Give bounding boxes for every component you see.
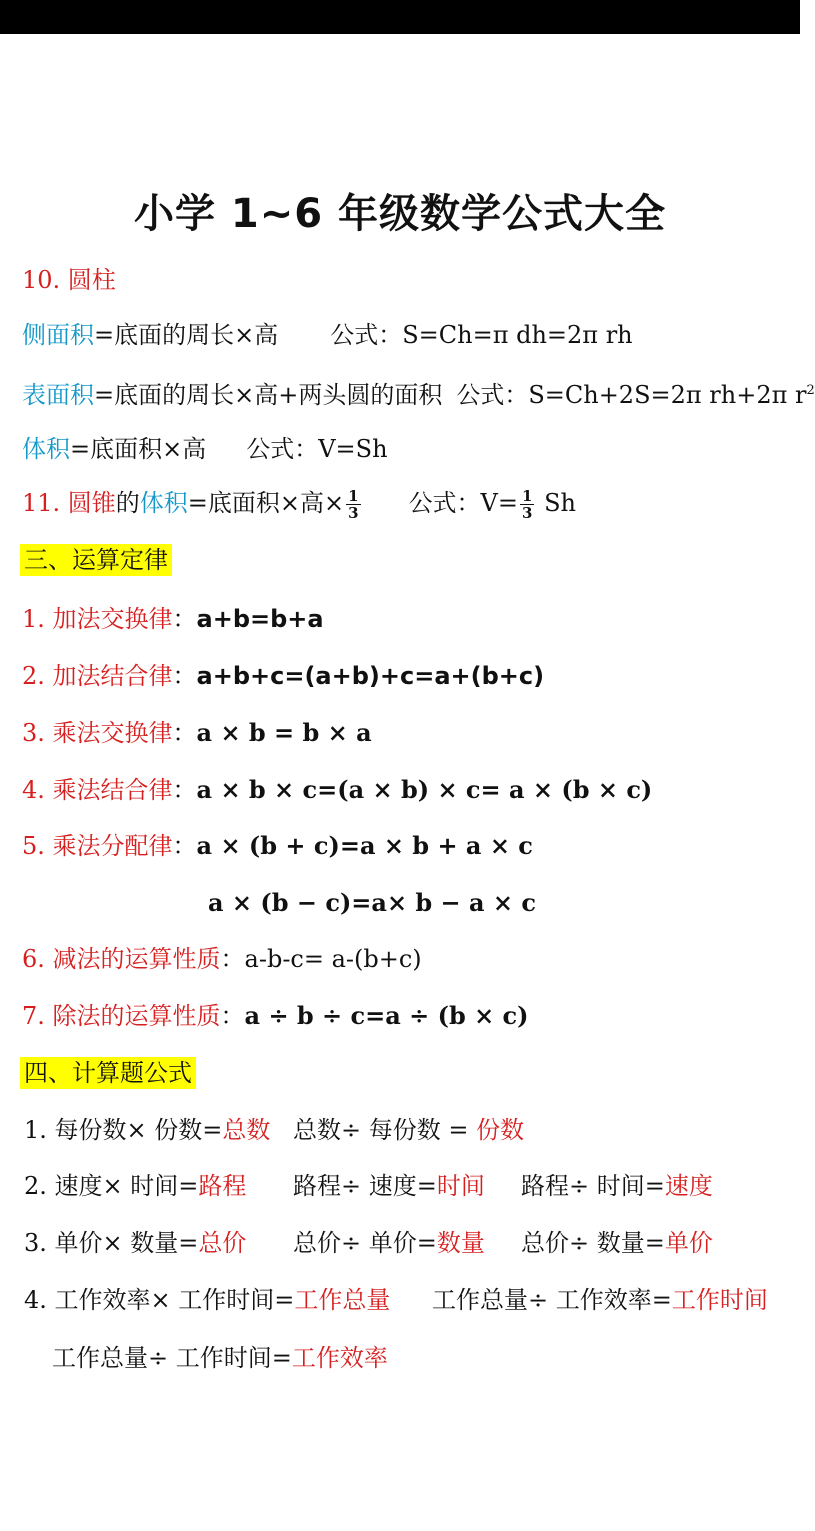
law-row: 3. 乘法交换律：a × b = b × a [22,718,372,747]
law-row: 2. 加法结合律：a+b+c=(a+b)+c=a+(b+c) [22,662,545,690]
lateral-def: =底面的周长×高 [94,321,279,349]
law-formula: a+b=b+a [196,605,324,633]
lateral-term: 侧面积 [22,321,94,349]
law-row: 5. 乘法分配律：a × (b + c)=a × b + a × c [22,831,533,860]
calc-row: 工作总量÷ 工作时间=工作效率 [52,1344,388,1372]
law-row: 4. 乘法结合律：a × b × c=(a × b) × c= a × (b × c) [22,775,653,804]
calc-row: 4. 工作效率× 工作时间=工作总量 [24,1286,391,1314]
calc-row: 2. 速度× 时间=路程 [24,1172,247,1200]
cone-term: 体积 [139,489,188,517]
law-formula: a-b-c= a-(b+c) [244,945,422,973]
law-formula: a+b+c=(a+b)+c=a+(b+c) [196,662,545,690]
section4-heading: 四、计算题公式 [20,1057,196,1089]
volume-formula: 公式：V=Sh [246,435,388,463]
page-title: 小学 1~6 年级数学公式大全 [133,191,667,237]
lateral-formula: 公式：S=Ch=π dh=2π rh [330,321,633,349]
law-row [208,886,536,920]
law-row: 1. 加法交换律：a+b=b+a [22,605,324,633]
calc-row: 工作总量÷ 工作效率=工作时间 [432,1286,768,1314]
calc-row: 路程÷ 时间=速度 [521,1172,713,1200]
calc-row: 总数÷ 每份数 = 份数 [293,1116,525,1144]
cone-of: 的 [115,489,140,517]
calc-row: 总价÷ 单价=数量 [293,1229,485,1257]
law-row: 7. 除法的运算性质：a ÷ b ÷ c=a ÷ (b × c) [22,1001,529,1030]
calc-row: 总价÷ 数量=单价 [521,1229,713,1257]
cylinder-surface-area [22,374,815,412]
section3-heading: 三、运算定律 [20,544,172,576]
top-black-bar [0,0,800,34]
one-third-fraction: $\frac{1}{3}$ [348,487,359,522]
law-formula: a × b × c=(a × b) × c= a × (b × c) [196,775,653,804]
law-formula: a × b = b × a [196,718,372,747]
surface-exponent: 2 [806,383,815,398]
cylinder-volume [22,432,388,466]
volume-term: 体积 [22,435,70,463]
law-formula: a ÷ b ÷ c=a ÷ (b × c) [244,1001,529,1030]
surface-term: 表面积 [22,381,94,409]
cone-volume [22,486,576,521]
cylinder-lateral-area [22,318,633,352]
law-formula: a × (b + c)=a × b + a × c [196,831,533,860]
calc-row: 3. 单价× 数量=总价 [24,1229,247,1257]
cone-def: =底面积×高× [187,489,345,517]
one-third-fraction-formula: $\frac{1}{3}$ [522,487,533,522]
surface-def: =底面的周长×高+两头圆的面积 [94,381,443,409]
section3-heading-row [20,543,172,577]
calc-row: 路程÷ 速度=时间 [293,1172,485,1200]
surface-formula: 公式：S=Ch+2S=2π rh+2π r [456,381,807,409]
law-row: 6. 减法的运算性质：a-b-c= a-(b+c) [22,945,422,973]
volume-def: =底面积×高 [70,435,207,463]
law-formula: a × (b − c)=a× b − a × c [208,888,537,917]
cone-formula-suffix: Sh [536,489,576,517]
cylinder-heading: 10. 圆柱 [22,266,116,294]
calc-row: 1. 每份数× 份数=总数 [24,1116,271,1144]
section4-heading-row [20,1056,196,1090]
cone-heading: 11. 圆锥 [22,489,116,517]
cone-formula-prefix: 公式：V= [408,489,519,517]
